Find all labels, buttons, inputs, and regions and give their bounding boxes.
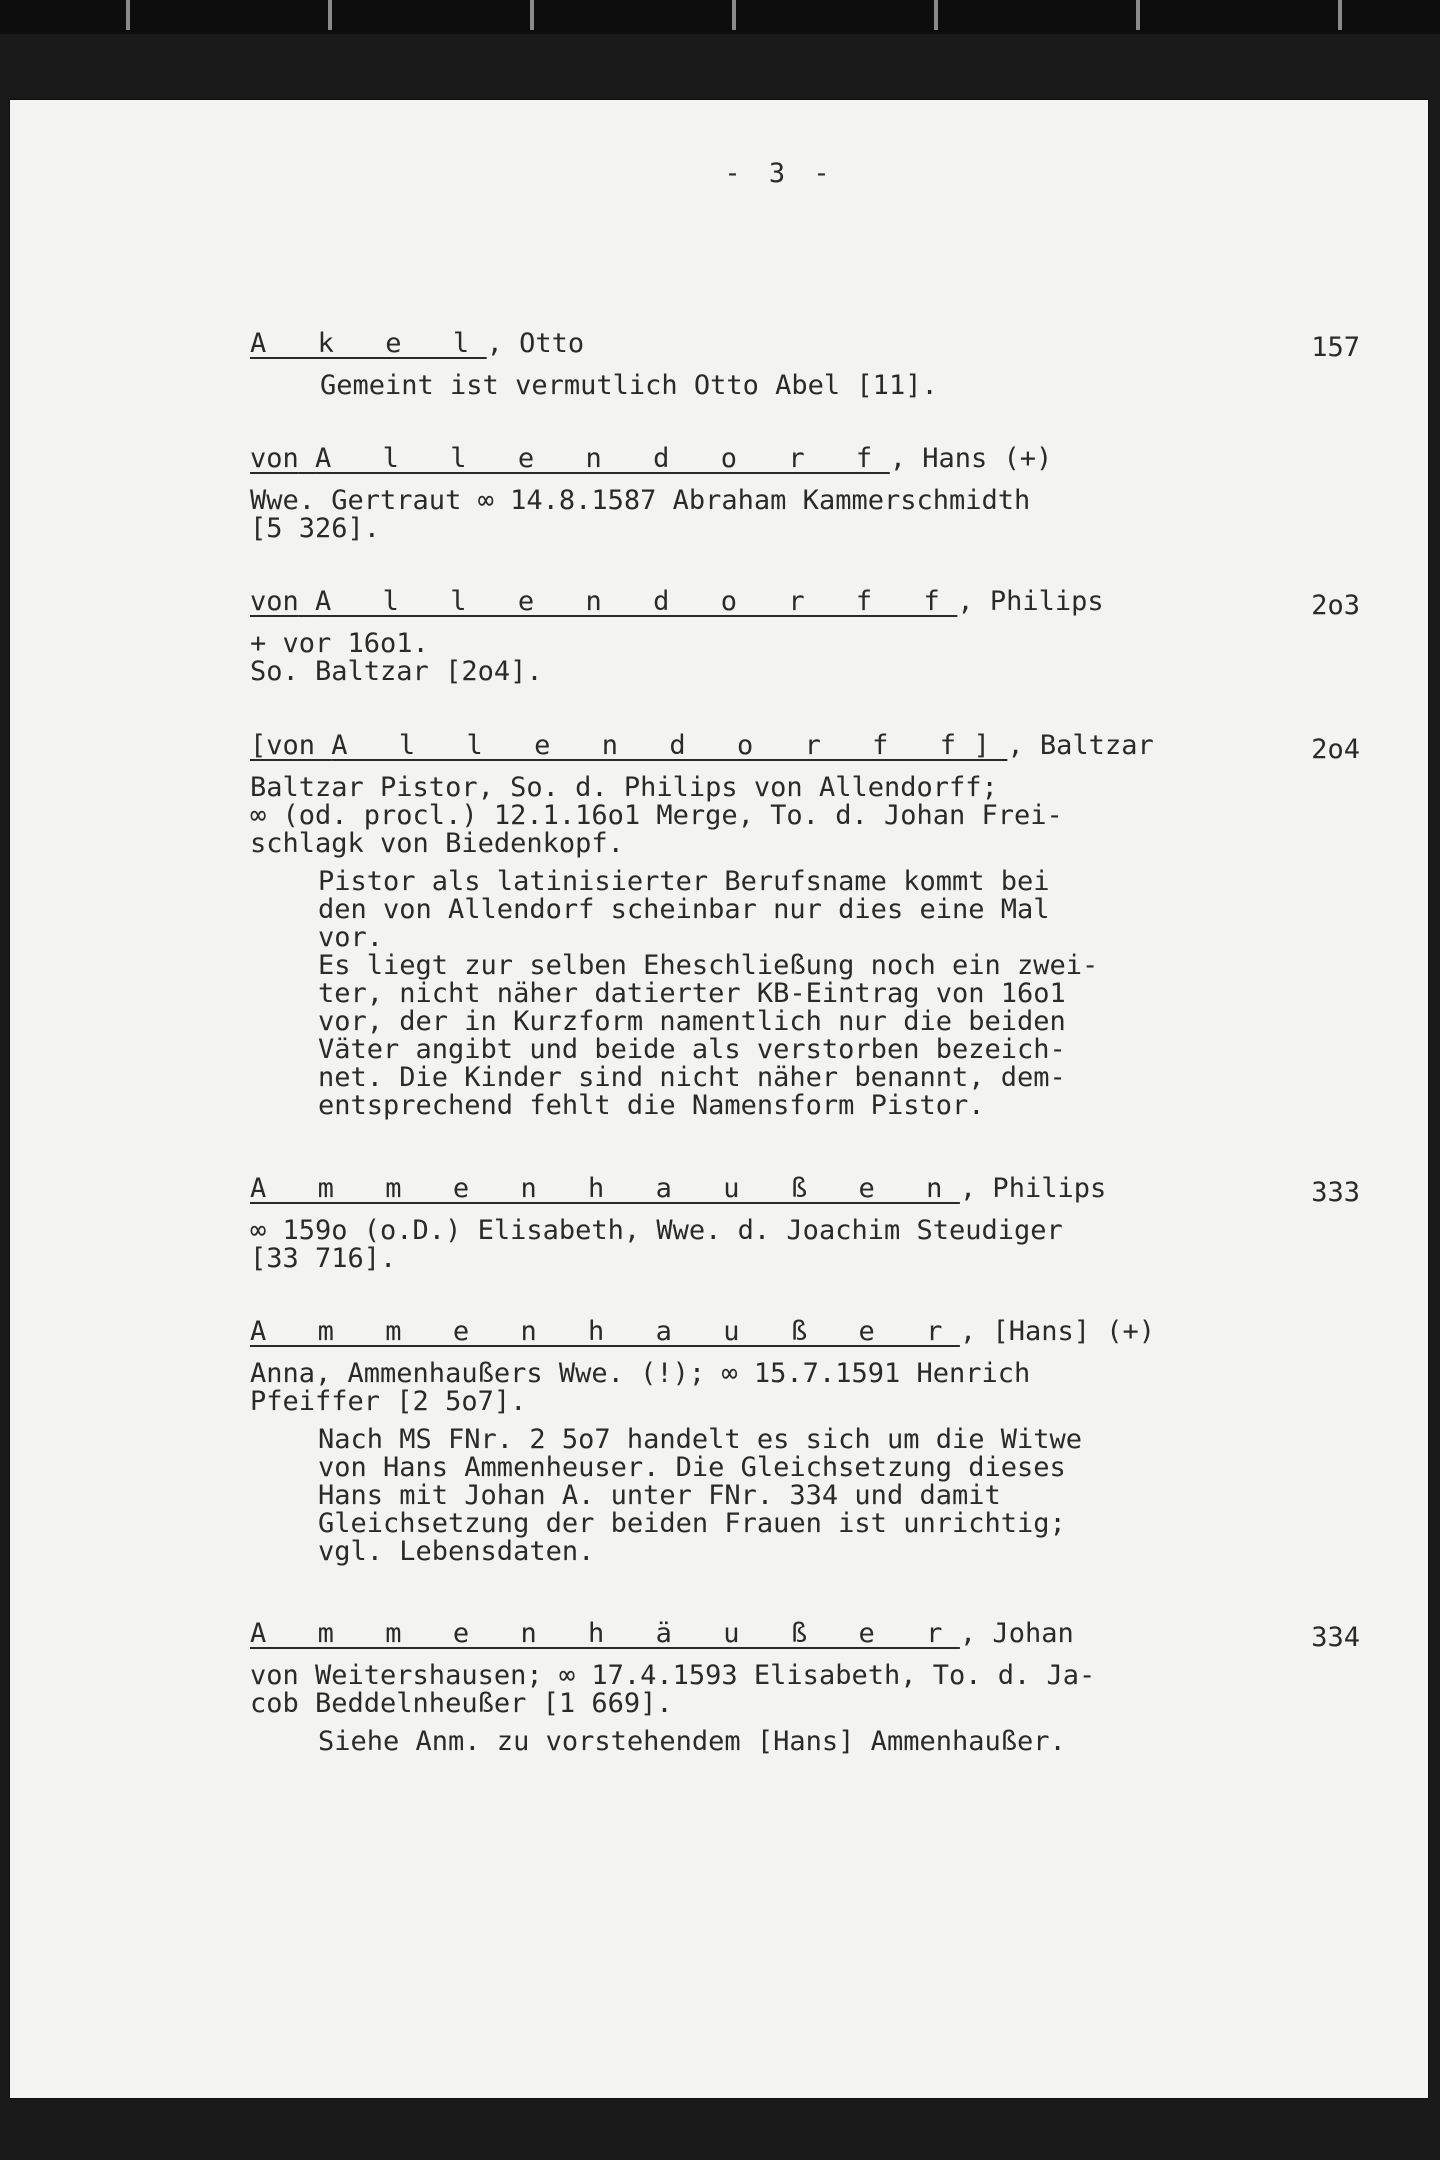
entry-heading <box>250 328 1360 363</box>
entry-body <box>250 1217 1360 1273</box>
surname: A l l e n d o r f <box>315 443 890 474</box>
film-tick <box>530 0 534 30</box>
entry-body <box>250 1662 1360 1718</box>
note-line: den von Allendorf scheinbar nur dies eine Mal <box>318 894 1050 925</box>
film-tick <box>1136 0 1140 30</box>
entry-line: + vor 16o1. <box>250 628 429 659</box>
name-prefix: [von <box>250 730 316 761</box>
given-name: , Hans (+) <box>889 443 1053 474</box>
given-name: , Otto <box>486 328 585 359</box>
film-tick <box>732 0 736 30</box>
given-name: , Philips <box>959 1173 1107 1204</box>
entry-heading <box>250 1173 1360 1208</box>
entry-ammenhaussen-philips <box>250 1175 1360 1273</box>
reference-number: 333 <box>1311 1177 1360 1208</box>
entry-line: schlagk von Biedenkopf. <box>250 828 624 859</box>
reference-number: 157 <box>1311 332 1360 363</box>
entry-heading <box>250 730 1360 765</box>
note-line: Pistor als latinisierter Berufsname kommt bei <box>318 866 1050 897</box>
entry-line: [33 716]. <box>250 1243 397 1274</box>
entry-line: Anna, Ammenhaußers Wwe. (!); ∞ 15.7.1591 Henrich <box>250 1358 1031 1389</box>
name-prefix: von <box>250 443 299 474</box>
surname: A l l e n d o r f f <box>315 586 958 617</box>
entry-line: Pfeiffer [2 5o7]. <box>250 1386 527 1417</box>
entry-body <box>250 487 1360 543</box>
document-page <box>10 100 1428 2098</box>
entry-line: Wwe. Gertraut ∞ 14.8.1587 Abraham Kammerschmidth <box>250 485 1031 516</box>
note-line: Väter angibt und beide als verstorben bezeich- <box>318 1034 1066 1065</box>
reference-number: 334 <box>1311 1622 1360 1653</box>
surname: A m m e n h a u ß e r <box>250 1316 960 1347</box>
reference-number: 2o3 <box>1311 590 1360 621</box>
surname: A l l e n d o r f f] <box>331 730 1008 761</box>
note-line: Nach MS FNr. 2 5o7 handelt es sich um die Witwe <box>318 1424 1083 1455</box>
note-line: vgl. Lebensdaten. <box>318 1536 595 1567</box>
note-line: entsprechend fehlt die Namensform Pistor. <box>318 1090 985 1121</box>
film-tick <box>1338 0 1342 30</box>
note-line: Siehe Anm. zu vorstehendem [Hans] Ammenhaußer. <box>318 1726 1066 1757</box>
film-tick <box>126 0 130 30</box>
entry-note <box>250 1426 1360 1566</box>
film-tick <box>934 0 938 30</box>
entry-heading <box>250 1618 1360 1653</box>
entry-line: von Weitershausen; ∞ 17.4.1593 Elisabeth, To. d. Ja- <box>250 1660 1096 1691</box>
note-line: von Hans Ammenheuser. Die Gleichsetzung dieses <box>318 1452 1066 1483</box>
entry-body <box>250 1360 1360 1416</box>
entry-heading <box>250 586 1360 621</box>
entry-allendorff-philips <box>250 588 1360 686</box>
note-line: Es liegt zur selben Eheschließung noch ein zwei- <box>318 950 1099 981</box>
note-line: Hans mit Johan A. unter FNr. 334 und damit <box>318 1480 1001 1511</box>
entry-heading <box>250 445 1360 475</box>
given-name: , Philips <box>957 586 1104 617</box>
reference-number: 2o4 <box>1311 734 1360 765</box>
note-line: vor. <box>318 922 384 953</box>
entry-line: ∞ 159o (o.D.) Elisabeth, Wwe. d. Joachim Steudiger <box>250 1215 1063 1246</box>
film-tick <box>328 0 332 30</box>
entry-heading <box>250 1318 1360 1348</box>
entry-body <box>250 630 1360 686</box>
name-prefix: von <box>250 586 299 617</box>
entry-body <box>250 372 1360 400</box>
entry-note <box>250 1728 1360 1756</box>
entry-ammenhaeusser-johan <box>250 1620 1360 1756</box>
entry-line: cob Beddelnheußer [1 669]. <box>250 1688 673 1719</box>
given-name: , Johan <box>959 1618 1074 1649</box>
note-line: vor, der in Kurzform namentlich nur die beiden <box>318 1006 1066 1037</box>
surname: A m m e n h ä u ß e r <box>250 1618 960 1649</box>
surname: A k e l <box>250 328 487 359</box>
entry-allendorff-baltzar <box>250 732 1360 1120</box>
film-strip-top <box>0 0 1440 34</box>
entry-line: Baltzar Pistor, So. d. Philips von Allendorff; <box>250 772 998 803</box>
entry-ammenhausser-hans <box>250 1318 1360 1566</box>
page-number: - 3 - <box>724 158 836 189</box>
entry-note <box>250 868 1360 1120</box>
entry-line: ∞ (od. procl.) 12.1.16o1 Merge, To. d. Johan Frei- <box>250 800 1063 831</box>
note-line: net. Die Kinder sind nicht näher benannt, dem- <box>318 1062 1066 1093</box>
given-name: , [Hans] (+) <box>959 1316 1155 1347</box>
entry-line: Gemeint ist vermutlich Otto Abel [11]. <box>320 370 938 401</box>
entry-allendorf-hans <box>250 445 1360 543</box>
surname: A m m e n h a u ß e n <box>250 1173 960 1204</box>
entry-body <box>250 774 1360 858</box>
given-name: , Baltzar <box>1007 730 1154 761</box>
note-line: ter, nicht näher datierter KB-Eintrag von 16o1 <box>318 978 1066 1009</box>
entry-line: [5 326]. <box>250 513 381 544</box>
entry-line: So. Baltzar [2o4]. <box>250 656 543 687</box>
note-line: Gleichsetzung der beiden Frauen ist unrichtig; <box>318 1508 1066 1539</box>
entry-akel <box>250 330 1360 400</box>
